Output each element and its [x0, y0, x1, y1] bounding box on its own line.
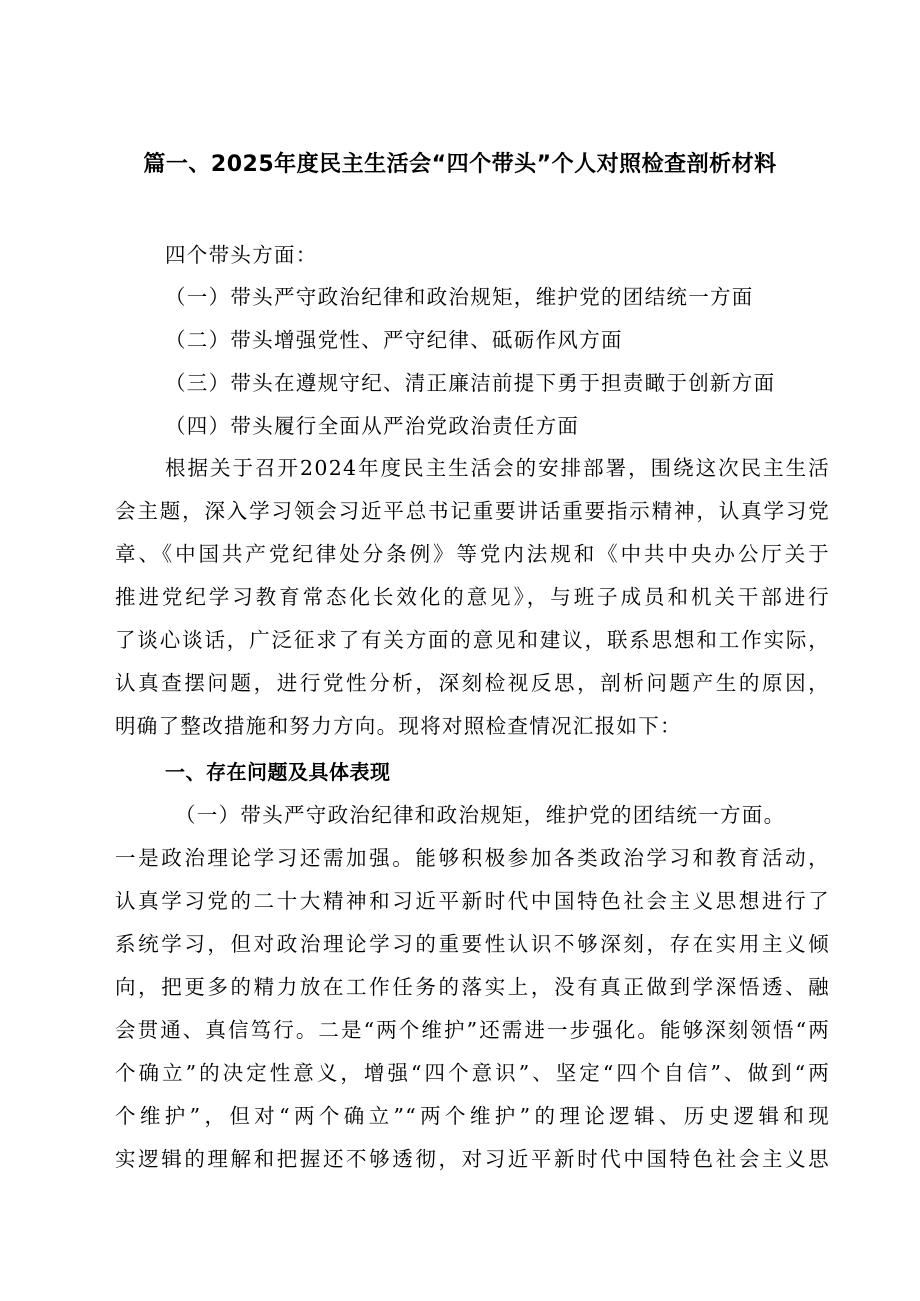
section-heading: 一、存在问题及具体表现 — [165, 760, 391, 784]
paragraph-line: 明确了整改措施和努力方向。现将对照检查情况汇报如下： — [115, 714, 682, 738]
intro-label: 四个带头方面： — [165, 243, 318, 267]
paragraph-line: （一）带头严守政治纪律和政治规矩，维护党的团结统一方面。 — [175, 803, 786, 827]
paragraph-line: 个维护”，但对“两个确立”“两个维护”的理论逻辑、历史逻辑和现 — [115, 1104, 830, 1128]
paragraph-line: 认真学习党的二十大精神和习近平新时代中国特色社会主义思想进行了 — [115, 889, 830, 913]
paragraph-line: 根据关于召开2024年度民主生活会的安排部署，围绕这次民主生活 — [165, 456, 830, 480]
intro-item: （四）带头履行全面从严治党政治责任方面 — [165, 414, 580, 438]
paragraph-line: 向，把更多的精力放在工作任务的落实上，没有真正做到学深悟透、融 — [115, 975, 830, 999]
intro-item: （二）带头增强党性、严守纪律、砥砺作风方面 — [165, 328, 623, 352]
intro-item: （三）带头在遵规守纪、清正廉洁前提下勇于担责瞰于创新方面 — [165, 371, 776, 395]
paragraph-line: 会贯通、真信笃行。二是“两个维护”还需进一步强化。能够深刻领悟“两 — [115, 1018, 830, 1042]
paragraph-line: 会主题，深入学习领会习近平总书记重要讲话重要指示精神，认真学习党 — [115, 499, 830, 523]
paragraph-line: 了谈心谈话，广泛征求了有关方面的意见和建议，联系思想和工作实际， — [115, 628, 830, 652]
paragraph-line: 系统学习，但对政治理论学习的重要性认识不够深刻，存在实用主义倾 — [115, 932, 830, 956]
intro-item: （一）带头严守政治纪律和政治规矩，维护党的团结统一方面 — [165, 285, 754, 309]
paragraph-line: 推进党纪学习教育常态化长效化的意见》，与班子成员和机关干部进行 — [115, 585, 830, 609]
paragraph-line: 实逻辑的理解和把握还不够透彻，对习近平新时代中国特色社会主义思 — [115, 1147, 830, 1171]
paragraph-line: 一是政治理论学习还需加强。能够积极参加各类政治学习和教育活动， — [115, 846, 830, 870]
paragraph-line: 章、《中国共产党纪律处分条例》等党内法规和《中共中央办公厅关于 — [115, 542, 830, 566]
paragraph-line: 个确立”的决定性意义，增强“四个意识”、坚定“四个自信”、做到“两 — [115, 1061, 830, 1085]
document-title: 篇一、2025年度民主生活会“四个带头”个人对照检查剖析材料 — [143, 152, 777, 177]
paragraph-line: 认真查摆问题，进行党性分析，深刻检视反思，剖析问题产生的原因， — [115, 671, 830, 695]
